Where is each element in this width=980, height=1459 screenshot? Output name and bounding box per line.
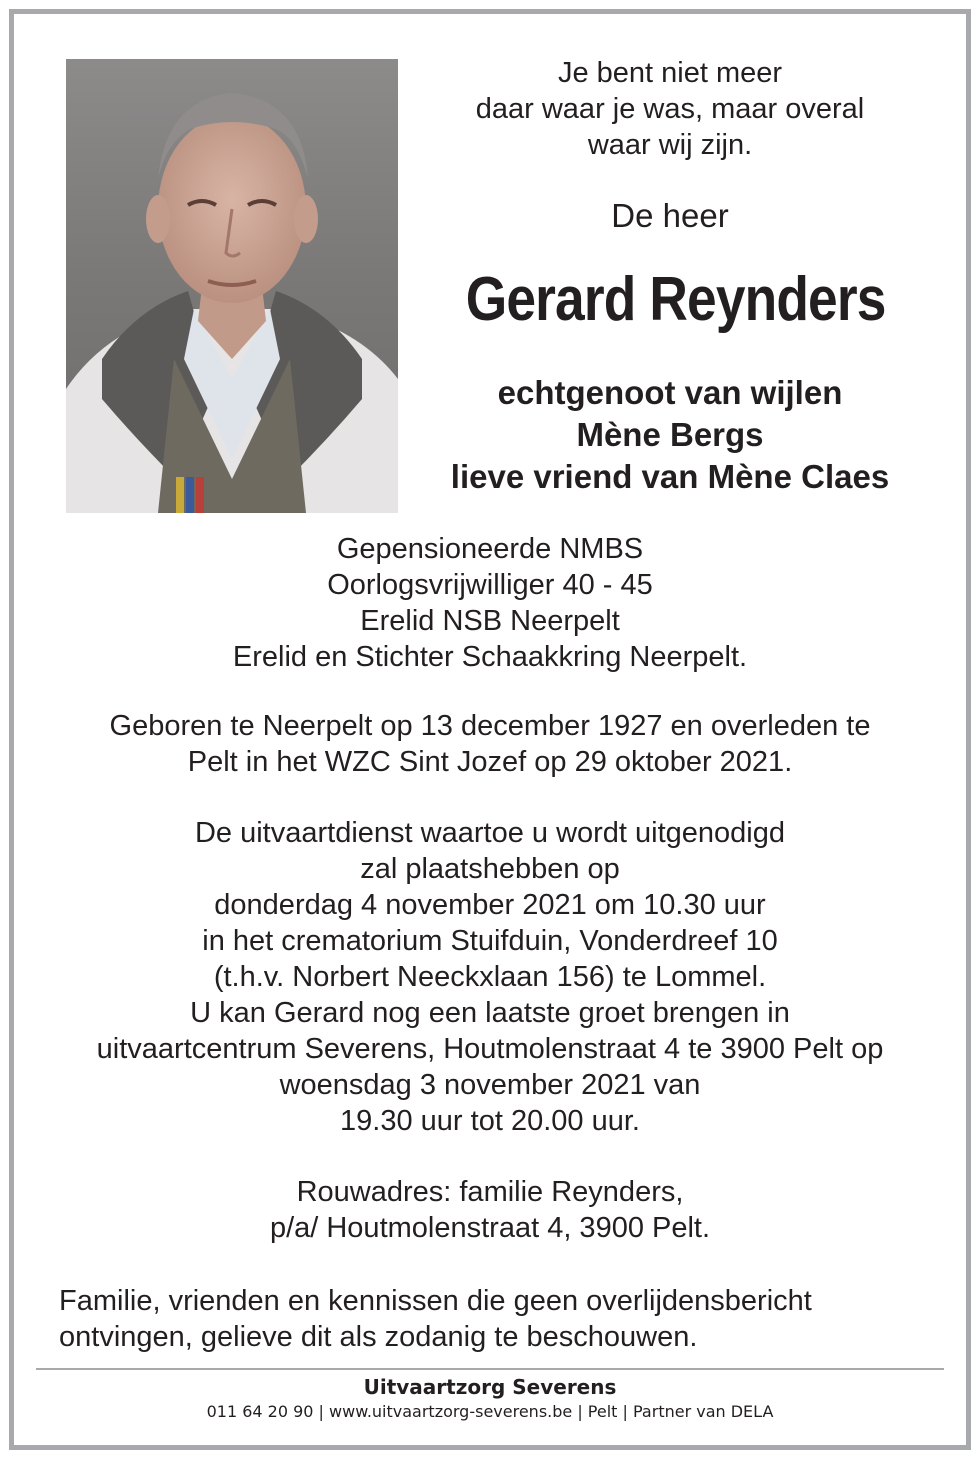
mourning-address-block — [30, 1174, 950, 1246]
poem-line: waar wij zijn. — [587, 129, 753, 161]
funeral-company-name: Uitvaartzorg Severens — [363, 1375, 617, 1399]
birth-death-block — [30, 708, 950, 780]
service-line: U kan Gerard nog een laatste groet brengen in — [190, 997, 790, 1029]
deceased-name: Gerard Reynders — [465, 265, 886, 334]
role-line: Gepensioneerde NMBS — [336, 533, 644, 565]
funeral-company-contact: 011 64 20 90 | www.uitvaartzorg-severens.be | Pelt | Partner van DELA — [206, 1402, 774, 1421]
relation-line: echtgenoot van wijlen — [497, 374, 843, 411]
poem-line: Je bent niet meer — [557, 57, 783, 89]
service-line: donderdag 4 november 2021 om 10.30 uur — [214, 889, 766, 921]
footnote-line: ontvingen, gelieve dit als zodanig te beschouwen. — [59, 1321, 698, 1353]
relation-line: Mène Bergs — [576, 416, 764, 453]
service-line: uitvaartcentrum Severens, Houtmolenstraat 4 te 3900 Pelt op — [96, 1033, 884, 1065]
footnote-line: Familie, vrienden en kennissen die geen overlijdensbericht — [59, 1285, 812, 1317]
footer-divider — [36, 1368, 944, 1370]
role-line: Erelid en Stichter Schaakkring Neerpelt. — [232, 641, 748, 673]
service-line: in het crematorium Stuifduin, Vonderdreef 10 — [202, 925, 778, 957]
service-line: woensdag 3 november 2021 van — [279, 1069, 701, 1101]
footnote — [59, 1283, 939, 1355]
address-line: p/a/ Houtmolenstraat 4, 3900 Pelt. — [269, 1212, 711, 1244]
role-line: Oorlogsvrijwilliger 40 - 45 — [327, 569, 653, 601]
address-line: Rouwadres: familie Reynders, — [296, 1176, 684, 1208]
poem-line: daar waar je was, maar overal — [475, 93, 865, 125]
family-relations — [410, 372, 930, 498]
service-block — [30, 815, 950, 1139]
birth-death-line: Geboren te Neerpelt op 13 december 1927 en overleden te — [109, 710, 871, 742]
memorial-poem — [420, 55, 920, 163]
service-line: De uitvaartdienst waartoe u wordt uitgenodigd — [194, 817, 786, 849]
relation-line: lieve vriend van Mène Claes — [450, 458, 890, 495]
portrait-illustration — [66, 59, 398, 513]
role-line: Erelid NSB Neerpelt — [360, 605, 620, 637]
birth-death-line: Pelt in het WZC Sint Jozef op 29 oktober 2021. — [187, 746, 793, 778]
service-line: (t.h.v. Norbert Neeckxlaan 156) te Lommel. — [213, 961, 767, 993]
roles-block — [30, 531, 950, 675]
service-line: 19.30 uur tot 20.00 uur. — [340, 1105, 640, 1137]
title-prefix: De heer — [611, 197, 729, 234]
service-line: zal plaatshebben op — [360, 853, 620, 885]
portrait-photo — [66, 59, 398, 513]
